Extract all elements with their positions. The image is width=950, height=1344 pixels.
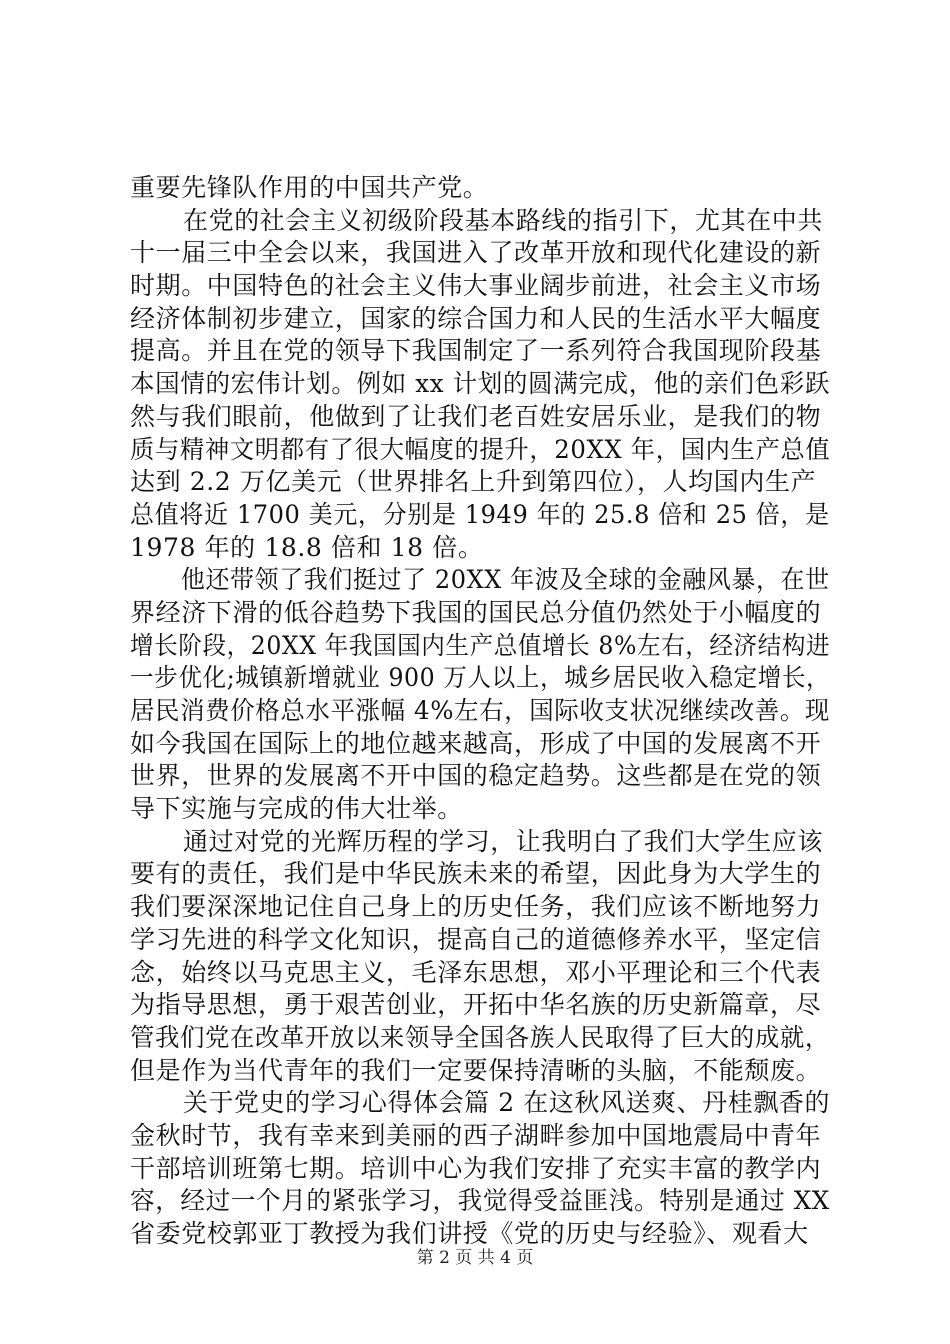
text-line: 他还带领了我们挺过了 20XX 年波及全球的金融风暴，在世: [180, 565, 830, 595]
text-line: 总值将近 1700 美元，分别是 1949 年的 25.8 倍和 25 倍，是: [130, 499, 830, 529]
text-line: 为指导思想，勇于艰苦创业，开拓中华名族的历史新篇章，尽: [130, 990, 822, 1020]
text-line: 通过对党的光辉历程的学习，让我明白了我们大学生应该: [183, 826, 824, 856]
text-line: 质与精神文明都有了很大幅度的提升，20XX 年，国内生产总值: [130, 434, 831, 464]
text-line: 念，始终以马克思主义，毛泽东思想，邓小平理论和三个代表: [130, 957, 822, 987]
text-line: 经济体制初步建立，国家的综合国力和人民的生活水平大幅度: [130, 303, 822, 333]
text-line: 但是作为当代青年的我们一定要保持清晰的头脑，不能颓废。: [130, 1055, 822, 1085]
text-line: 提高。并且在党的领导下我国制定了一系列符合我国现阶段基: [130, 336, 822, 366]
text-line: 我们要深深地记住自己身上的历史任务，我们应该不断地努力: [130, 892, 822, 922]
text-line: 本国情的宏伟计划。例如 xx 计划的圆满完成，他的亲们色彩跃: [130, 369, 831, 399]
text-line: 界经济下滑的低谷趋势下我国的国民总分值仍然处于小幅度的: [130, 597, 822, 627]
text-line: 关于党史的学习心得体会篇 2 在这秋风送爽、丹桂飘香的: [182, 1088, 831, 1118]
text-line: 时期。中国特色的社会主义伟大事业阔步前进，社会主义市场: [130, 271, 822, 301]
text-line: 十一届三中全会以来，我国进入了改革开放和现代化建设的新: [130, 238, 822, 268]
text-line: 增长阶段，20XX 年我国国内生产总值增长 8%左右，经济结构进: [130, 630, 831, 660]
page-footer: 第 2 页 共 4 页: [416, 1248, 534, 1268]
text-line: 一步优化;城镇新增就业 900 万人以上，城乡居民收入稳定增长，: [130, 663, 831, 693]
text-line: 达到 2.2 万亿美元（世界排名上升到第四位），人均国内生产: [130, 467, 817, 497]
document-body: [130, 172, 830, 1251]
text-line: 在党的社会主义初级阶段基本路线的指引下，尤其在中共: [183, 205, 824, 235]
text-line: 干部培训班第七期。培训中心为我们安排了充实丰富的教学内: [130, 1153, 822, 1183]
text-line: 1978 年的 18.8 倍和 18 倍。: [130, 532, 484, 562]
text-line: 然与我们眼前，他做到了让我们老百姓安居乐业，是我们的物: [130, 401, 822, 431]
text-line: 如今我国在国际上的地位越来越高，形成了中国的发展离不开: [130, 728, 822, 758]
text-line: 居民消费价格总水平涨幅 4%左右，国际收支状况继续改善。现: [130, 696, 831, 725]
text-line: 金秋时节，我有幸来到美丽的西子湖畔参加中国地震局中青年: [130, 1120, 822, 1150]
text-line: 要有的责任，我们是中华民族未来的希望，因此身为大学生的: [130, 859, 822, 889]
text-line: 导下实施与完成的伟大壮举。: [130, 794, 463, 824]
text-line: 重要先锋队作用的中国共产党。: [130, 173, 489, 202]
text-line: 学习先进的科学文化知识，提高自己的道德修养水平，坚定信: [130, 924, 822, 954]
text-line: 容，经过一个月的紧张学习，我觉得受益匪浅。特别是通过 XX: [130, 1186, 830, 1216]
text-line: 省委党校郭亚丁教授为我们讲授《党的历史与经验》、观看大: [130, 1219, 809, 1248]
text-line: 管我们党在改革开放以来领导全国各族人民取得了巨大的成就，: [130, 1022, 830, 1052]
text-line: 世界，世界的发展离不开中国的稳定趋势。这些都是在党的领: [130, 761, 822, 791]
